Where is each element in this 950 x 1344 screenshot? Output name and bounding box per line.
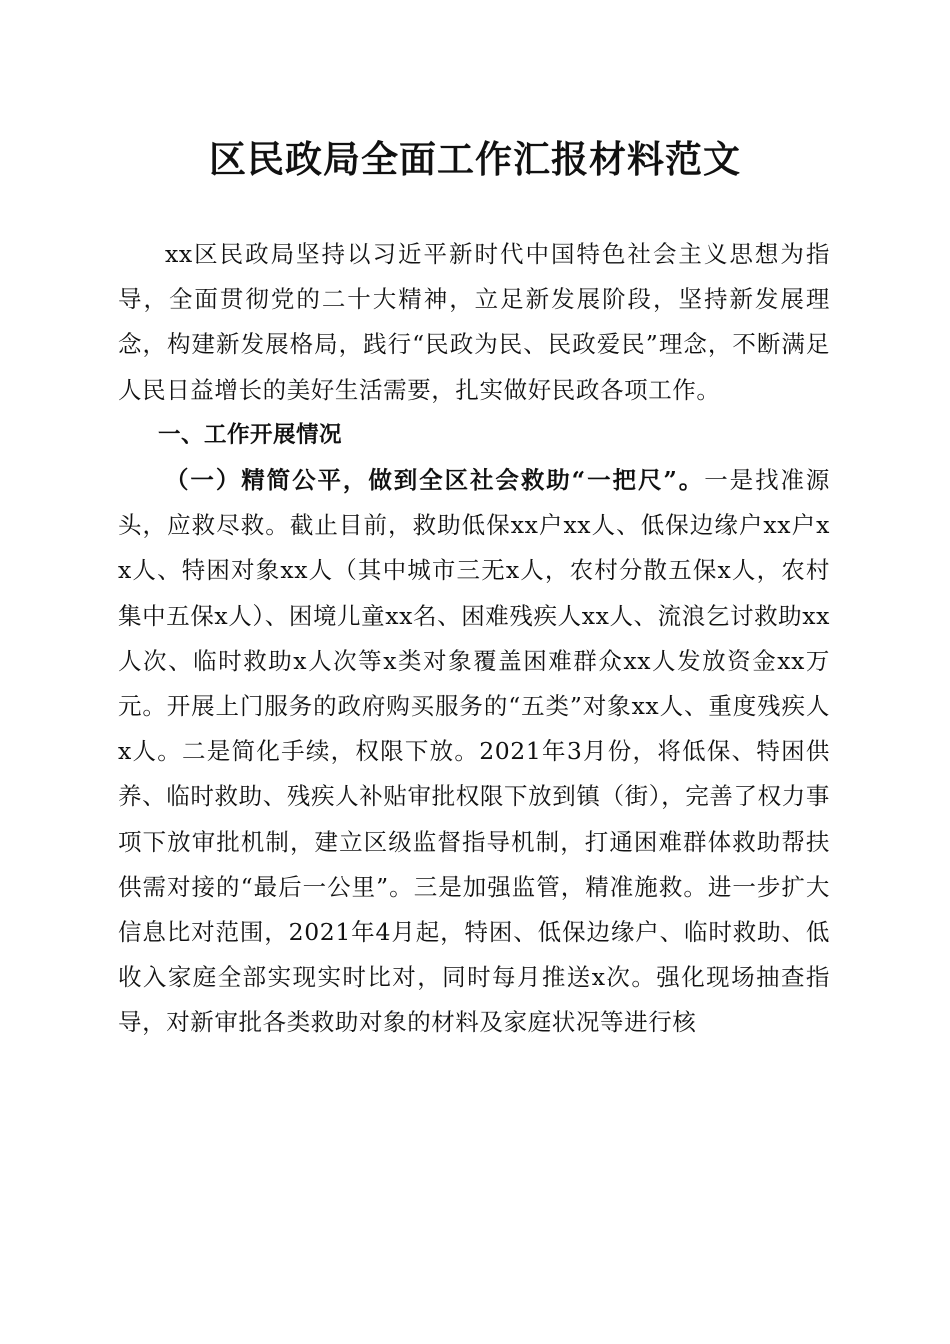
item-lead-sentence: （一）精简公平，做到全区社会救助“一把尺”。	[165, 466, 705, 495]
section-heading: 一、工作开展情况	[158, 421, 343, 448]
section-item-paragraph	[118, 458, 830, 1046]
document-body	[118, 232, 830, 1046]
document-title: 区民政局全面工作汇报材料范文	[209, 137, 741, 181]
item-body-text: 一是找准源头，应救尽救。截止目前，救助低保xx户xx人、低保边缘户xx户xx人、特困对象xx人（其中城市三无x人，农村分散五保x人，农村集中五保x人）、困境儿童xx名、困难残疾人xx人、流浪乞讨救助xx人次、临时救助x人次等x类对象覆盖困难群众xx人发放资金xx万元。开展上门服务的政府购买服务的“五类”对象xx人、重度残疾人x人。二是简化手续，权限下放。2021年3月份，将低保、特困供养、临时救助、残疾人补贴审批权限下放到镇（街），完善了权力事项下放审批机制，建立区级监督指导机制，打通困难群体救助帮扶供需对接的“最后一公里”。三是加强监管，精准施救。进一步扩大信息比对范围，2021年4月起，特困、低保边缘户、临时救助、低收入家庭全部实现实时比对，同时每月推送x次。强化现场抽查指导，对新审批各类救助对象的材料及家庭状况等进行核	[118, 466, 831, 1037]
intro-paragraph: xx区民政局坚持以习近平新时代中国特色社会主义思想为指导，全面贯彻党的二十大精神，立足新发展阶段，坚持新发展理念，构建新发展格局，践行“民政为民、民政爱民”理念，不断满足人民日益增长的美好生活需要，扎实做好民政各项工作。	[118, 240, 830, 404]
